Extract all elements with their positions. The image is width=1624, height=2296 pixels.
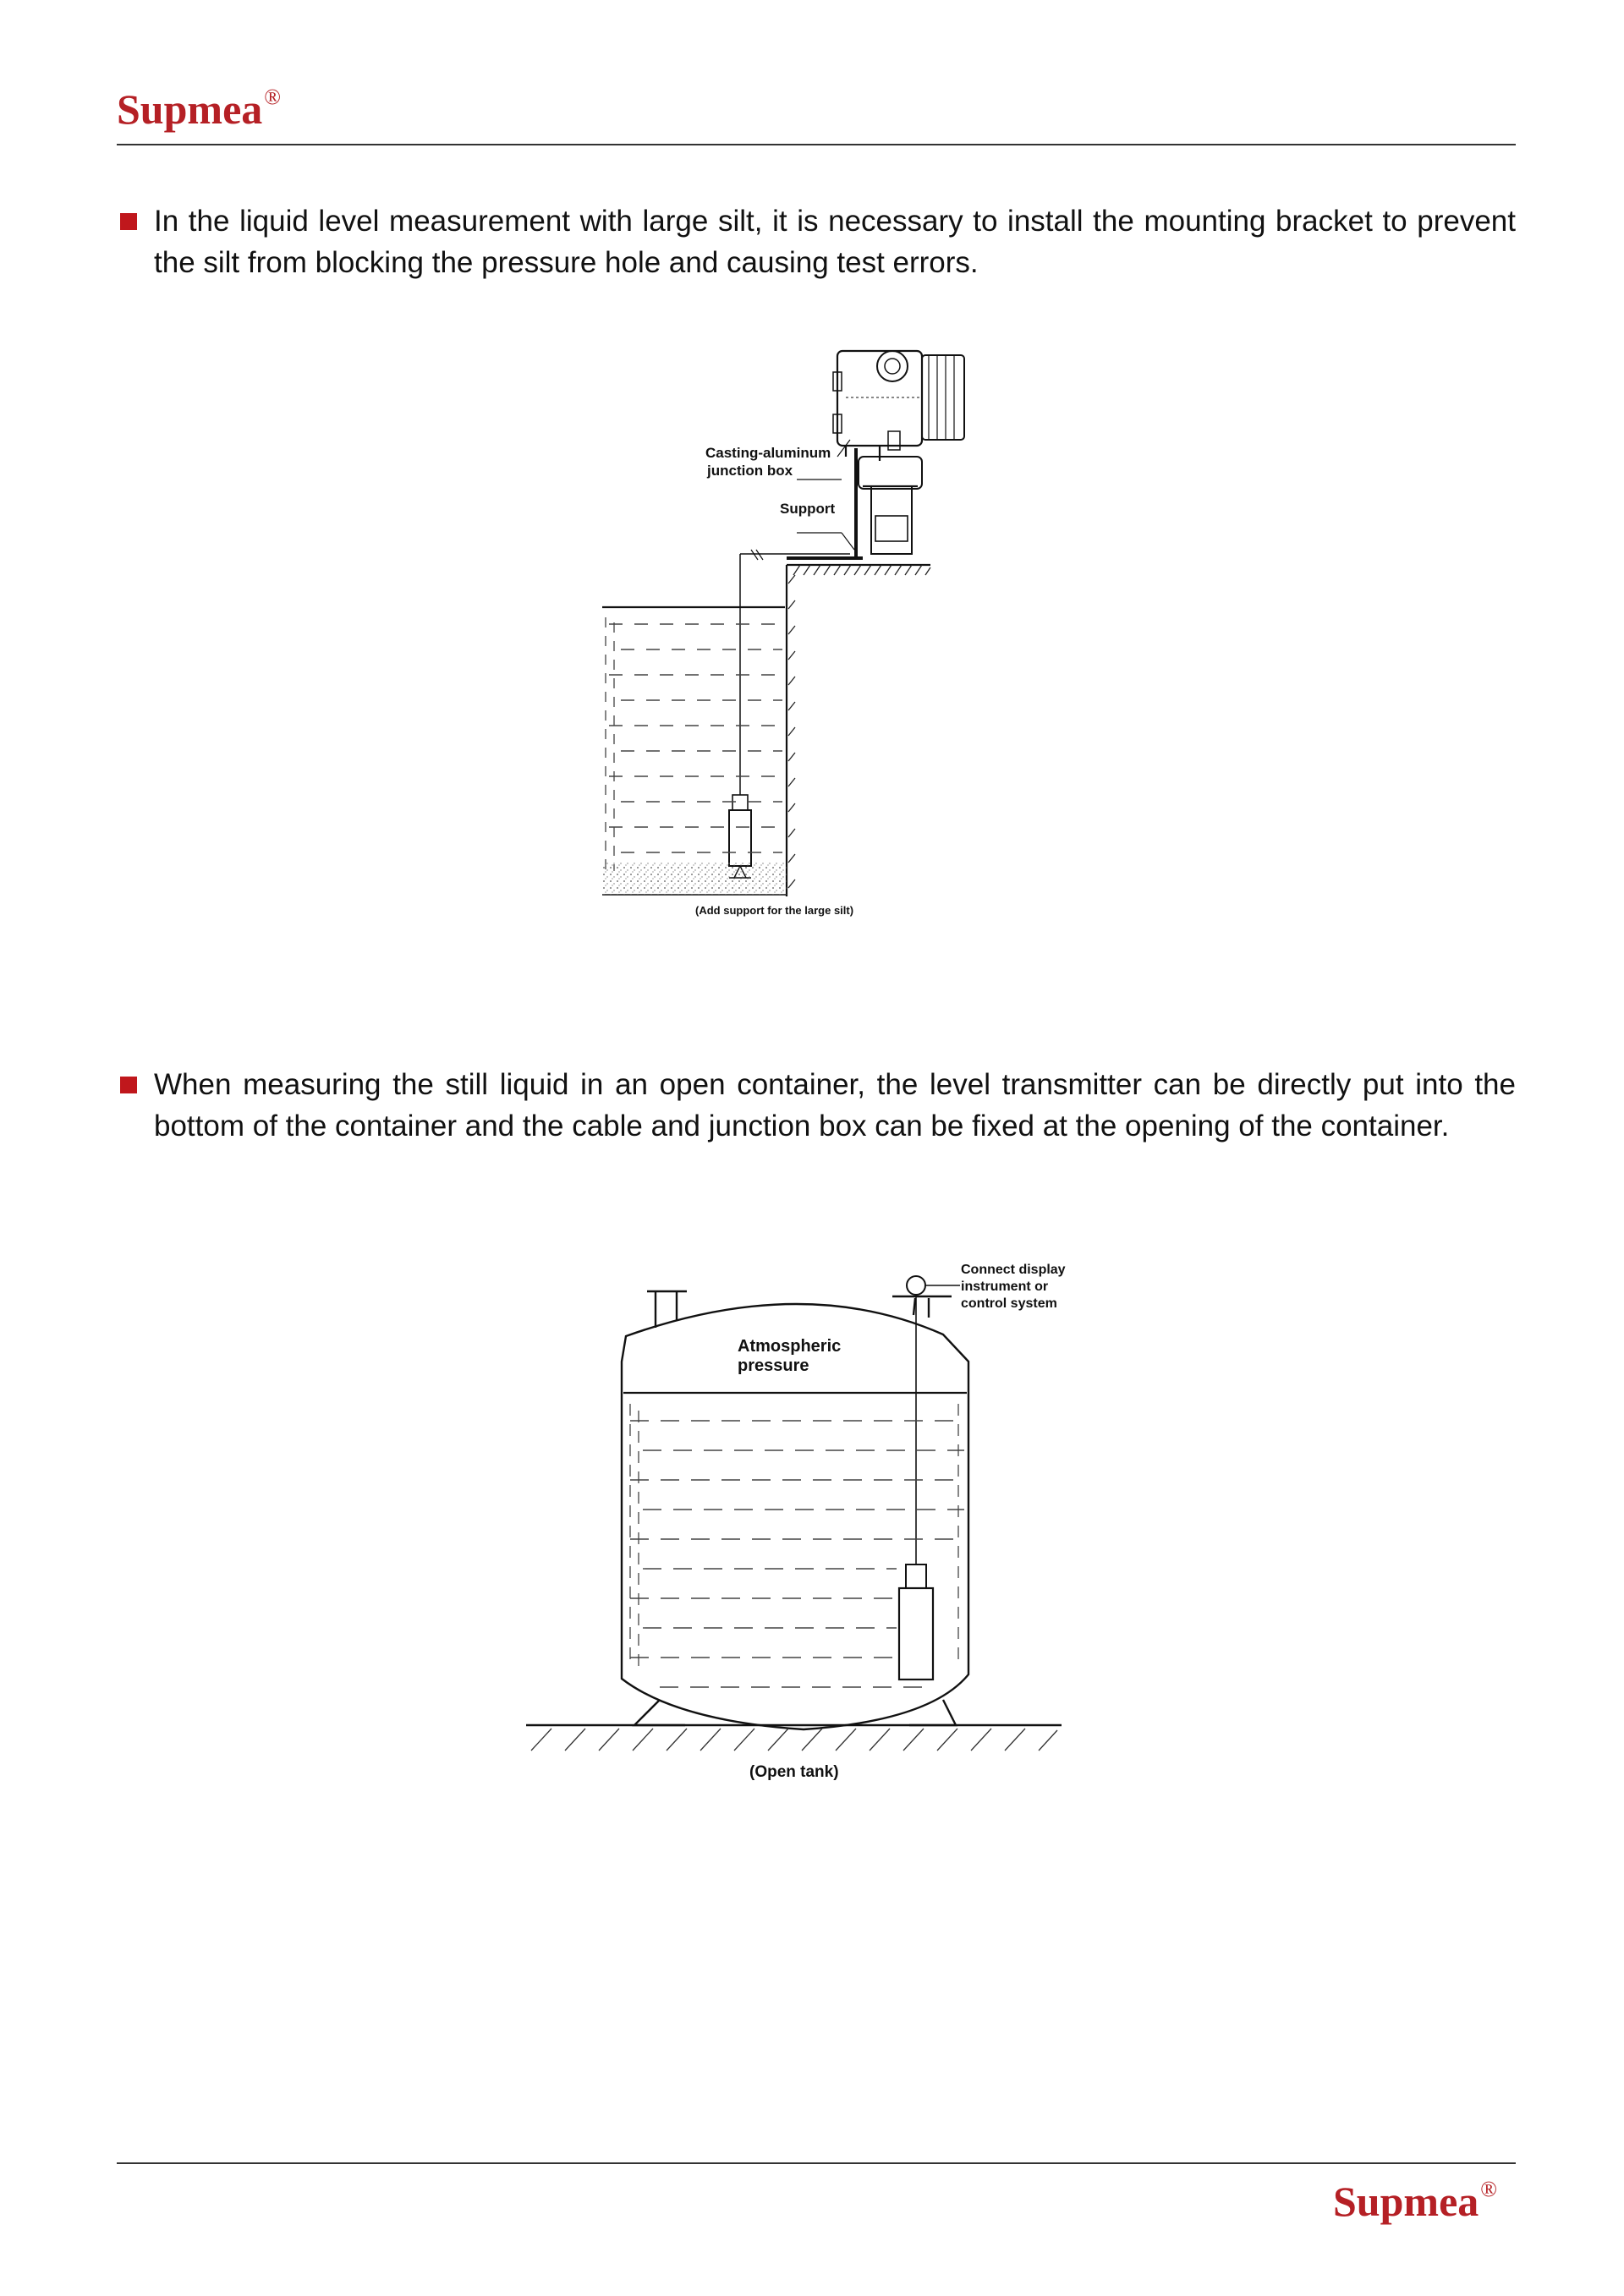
figure-silt-installation [592, 334, 981, 926]
bullet-text-2: When measuring the still liquid in an open container, the level transmitter can be directly put into the bottom of the container and the cable and junction box can be fixed at the opening of the container. [154, 1068, 1516, 1143]
footer-divider [117, 2162, 1516, 2164]
footer-logo [1333, 2177, 1498, 2225]
bullet-square-icon [120, 213, 137, 230]
figure2-caption: (Open tank) [749, 1763, 839, 1781]
label-junction-box-line2: junction box [707, 463, 793, 479]
header-registered-mark: ® [264, 85, 282, 109]
label-support: Support [780, 501, 836, 517]
footer-registered-mark: ® [1480, 2177, 1498, 2201]
bullet-paragraph-1 [117, 200, 1516, 283]
label-connect-line1: Connect display [961, 1263, 1066, 1277]
figure-open-tank [516, 1252, 1100, 1793]
figure1-caption: (Add support for the large silt) [695, 904, 854, 917]
header-brand-text: Supmea [117, 85, 263, 133]
label-atmospheric-line1: Atmospheric [738, 1337, 842, 1356]
label-atmospheric-line2: pressure [738, 1356, 809, 1375]
header-divider [117, 144, 1516, 145]
label-connect-line3: control system [961, 1296, 1057, 1311]
label-junction-box-line1: Casting-aluminum [705, 445, 831, 461]
bullet-text-1: In the liquid level measurement with large silt, it is necessary to install the mounting bracket to prevent the silt from blocking the pressure hole and causing test errors. [154, 205, 1516, 279]
footer-brand-text: Supmea [1333, 2178, 1479, 2225]
label-connect-line2: instrument or [961, 1280, 1049, 1294]
header-logo [117, 85, 282, 133]
bullet-square-icon [120, 1077, 137, 1093]
bullet-paragraph-2 [117, 1064, 1516, 1147]
